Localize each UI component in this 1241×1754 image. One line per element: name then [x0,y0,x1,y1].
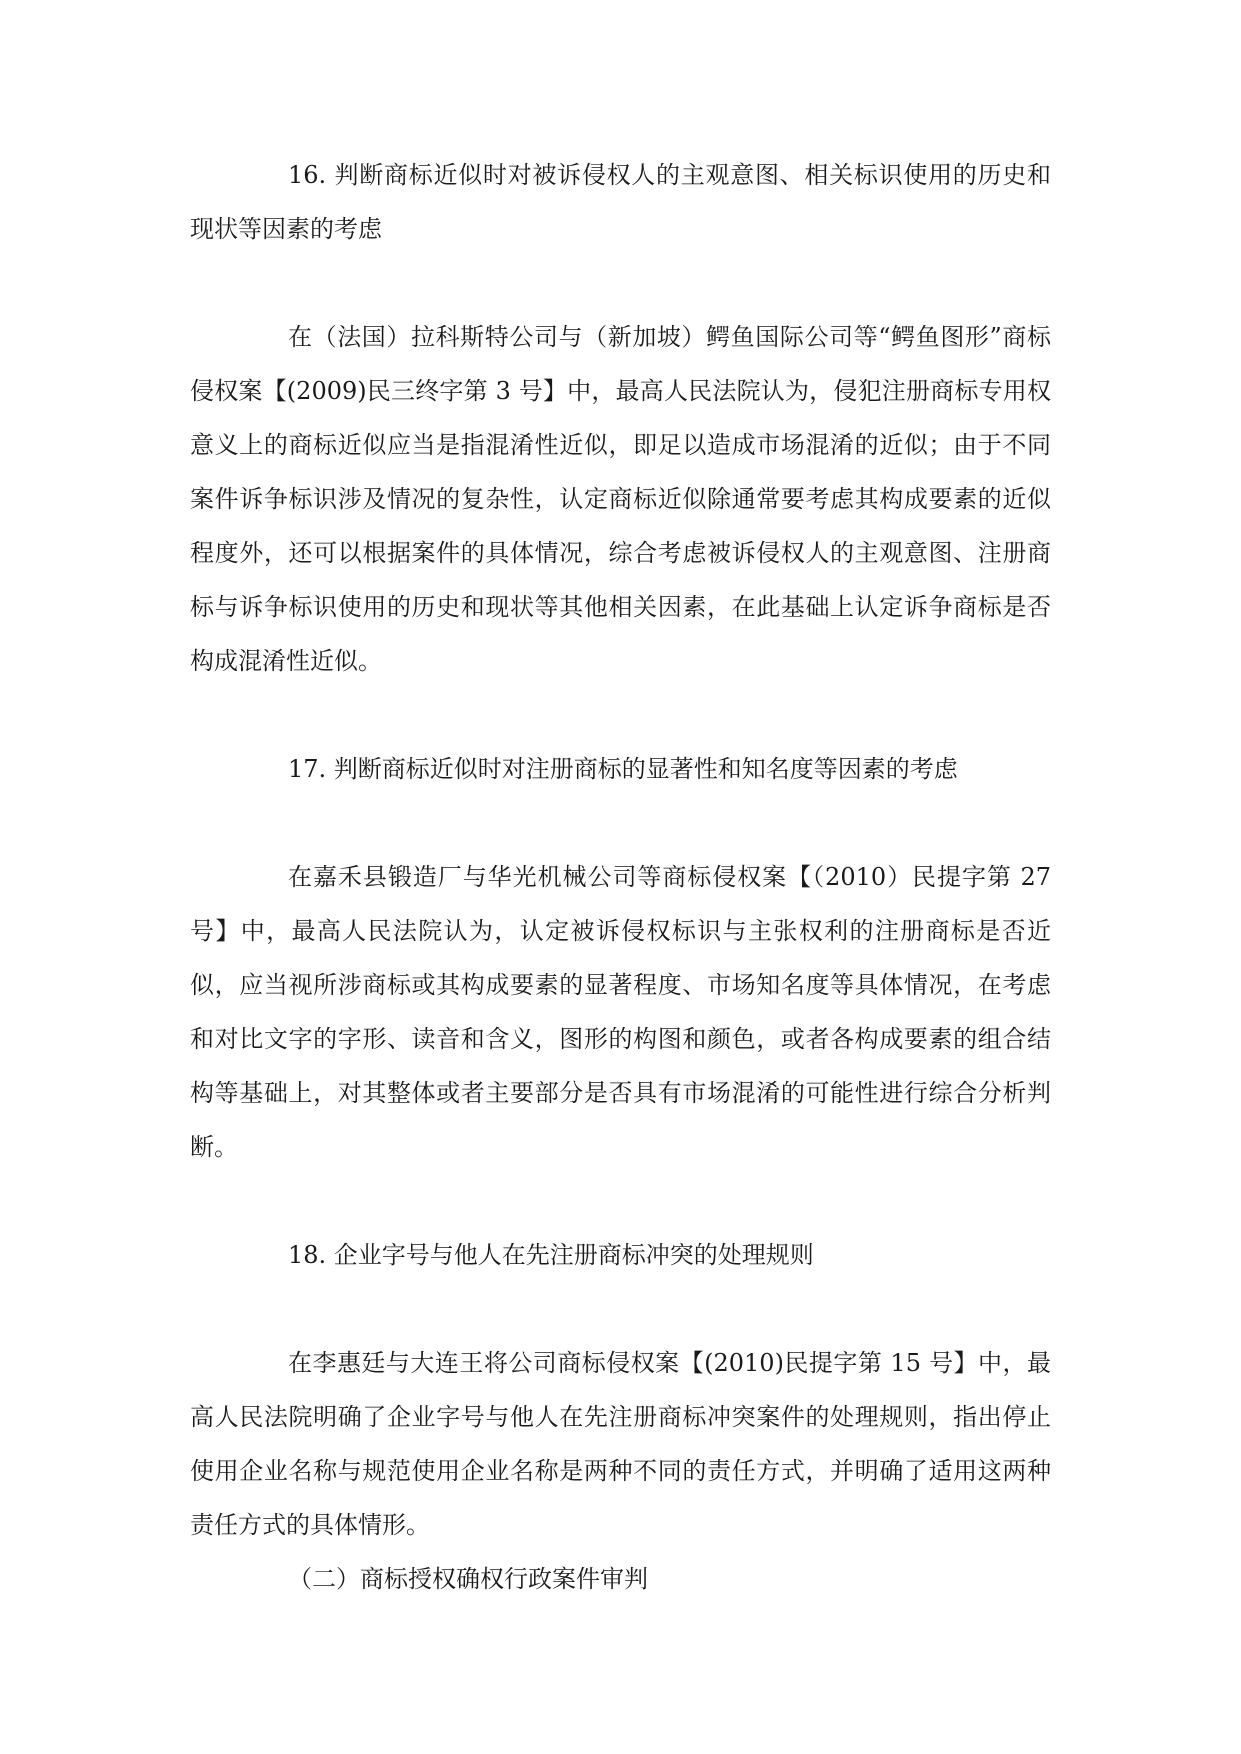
section-heading-trademark-admin: （二）商标授权确权行政案件审判 [288,1565,648,1593]
heading-16: 16. 判断商标近似时对被诉侵权人的主观意图、相关标识使用的历史和现状等因素的考虑 [190,161,1051,243]
paragraph-lacoste-case: 在（法国）拉科斯特公司与（新加坡）鳄鱼国际公司等“鳄鱼图形”商标侵权案【(2009)民三终字第 3 号】中，最高人民法院认为，侵犯注册商标专用权意义上的商标近似应当是指混淆性近似，即足以造成市场混淆的近似；由于不同案件诉争标识涉及情况的复杂性，认定商标近似除通常要考虑其构成要素的近似程度外，还可以根据案件的具体情况，综合考虑被诉侵权人的主观意图、注册商标与诉争标识使用的历史和现状等其他相关因素，在此基础上认定诉争商标是否构成混淆性近似。 [190,323,1051,675]
paragraph-jiahe-case: 在嘉禾县锻造厂与华光机械公司等商标侵权案【（2010）民提字第 27 号】中，最高人民法院认为，认定被诉侵权标识与主张权利的注册商标是否近似，应当视所涉商标或其构成要素的显著程度、市场知名度等具体情况，在考虑和对比文字的字形、读音和含义，图形的构图和颜色，或者各构成要素的组合结构等基础上，对其整体或者主要部分是否具有市场混淆的可能性进行综合分析判断。 [190,863,1051,1161]
paragraph-li-huiting-case: 在李惠廷与大连王将公司商标侵权案【(2010)民提字第 15 号】中，最高人民法院明确了企业字号与他人在先注册商标冲突案件的处理规则，指出停止使用企业名称与规范使用企业名称是两种不同的责任方式，并明确了适用这两种责任方式的具体情形。 [190,1349,1051,1539]
document-page [190,148,1051,1606]
heading-17: 17. 判断商标近似时对注册商标的显著性和知名度等因素的考虑 [288,755,958,783]
heading-18: 18. 企业字号与他人在先注册商标冲突的处理规则 [288,1241,814,1269]
